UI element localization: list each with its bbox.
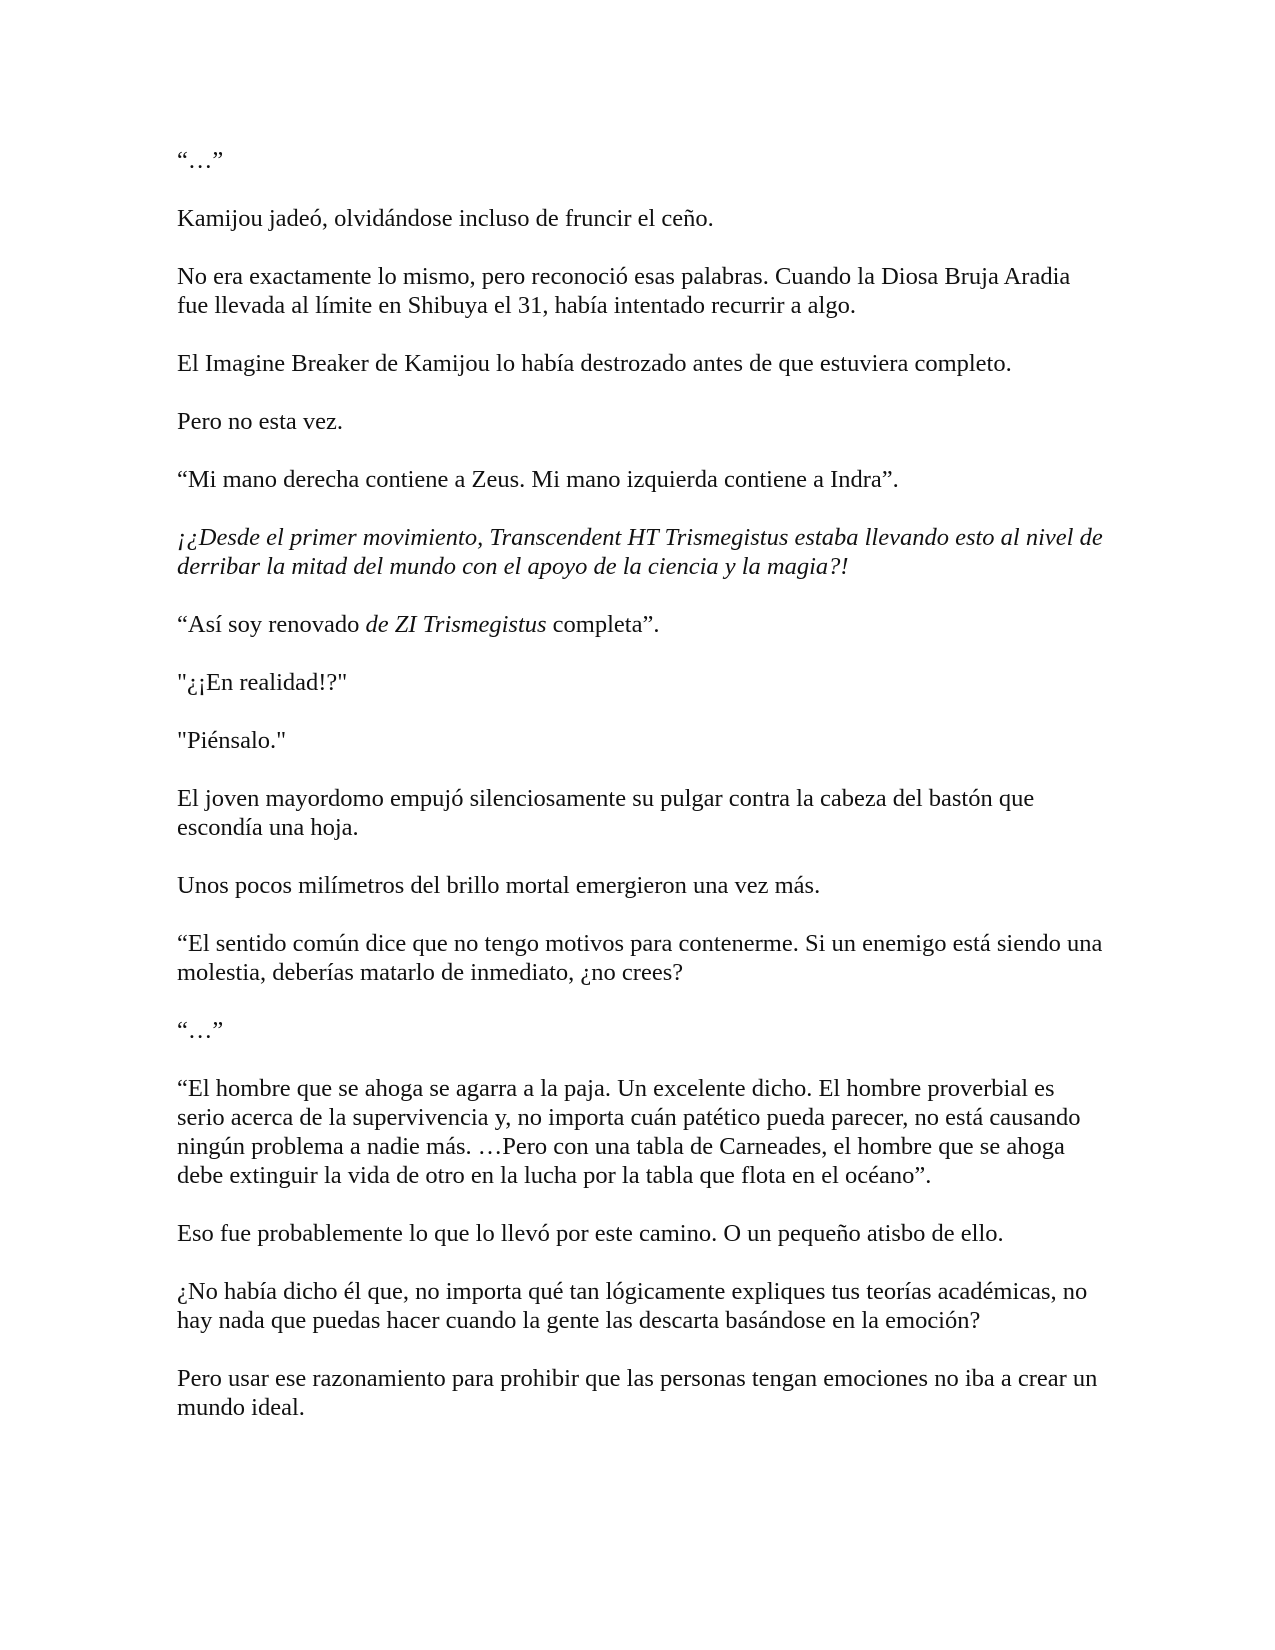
document-body — [177, 146, 1107, 1451]
renewed-text-after: completa”. — [546, 611, 660, 638]
paragraph-zeus-indra: “Mi mano derecha contiene a Zeus. Mi mano izquierda contiene a Indra”. — [177, 466, 899, 493]
paragraph-really: "¿¡En realidad!?" — [177, 669, 348, 696]
paragraph-butler-thumb: El joven mayordomo empujó silenciosamente su pulgar contra la cabeza del bastón que escondía una hoja. — [177, 785, 1041, 841]
paragraph-common-sense: “El sentido común dice que no tengo motivos para contenerme. Si un enemigo está siendo una molestia, deberías matarlo de inmediato, ¿no crees? — [177, 930, 1109, 986]
paragraph-think-about-it: "Piénsalo." — [177, 727, 287, 754]
paragraph-drowning-man: “El hombre que se ahoga se agarra a la paja. Un excelente dicho. El hombre proverbial es serio acerca de la supervivencia y, no importa cuán patético pueda parecer, no está causando ningún problema a nadie más. …Pero con una tabla de Carneades, el hombre que se ahoga debe extinguir la vida de otro en la lucha por la tabla que flota en el océano”. — [177, 1075, 1087, 1189]
paragraph-ideal-world: Pero usar ese razonamiento para prohibir que las personas tengan emociones no iba a crear un mundo ideal. — [177, 1365, 1104, 1421]
paragraph-renewed — [177, 610, 1107, 639]
paragraph-deadly-gleam: Unos pocos milímetros del brillo mortal emergieron una vez más. — [177, 872, 821, 899]
paragraph-not-this-time: Pero no esta vez. — [177, 408, 343, 435]
renewed-text-before: “Así soy renovado — [177, 611, 366, 638]
paragraph-this-path: Eso fue probablemente lo que lo llevó por este camino. O un pequeño atisbo de ello. — [177, 1220, 1004, 1247]
paragraph-ellipsis-2: “…” — [177, 1017, 224, 1044]
paragraph-italic-thought: ¡¿Desde el primer movimiento, Transcendent HT Trismegistus estaba llevando esto al nivel de derribar la mitad del mundo con el apoyo de la ciencia y la magia?! — [177, 524, 1109, 580]
renewed-text-italic: de ZI Trismegistus — [365, 611, 547, 638]
paragraph-recognized-words: No era exactamente lo mismo, pero reconoció esas palabras. Cuando la Diosa Bruja Aradia fue llevada al límite en Shibuya el 31, había intentado recurrir a algo. — [177, 263, 1077, 319]
paragraph-ellipsis-1: “…” — [177, 147, 224, 174]
paragraph-kamijou-gasped: Kamijou jadeó, olvidándose incluso de fruncir el ceño. — [177, 205, 714, 232]
paragraph-academic-theories: ¿No había dicho él que, no importa qué tan lógicamente expliques tus teorías académicas, no hay nada que puedas hacer cuando la gente las descarta basándose en la emoción? — [177, 1278, 1094, 1334]
paragraph-imagine-breaker: El Imagine Breaker de Kamijou lo había destrozado antes de que estuviera completo. — [177, 350, 1012, 377]
